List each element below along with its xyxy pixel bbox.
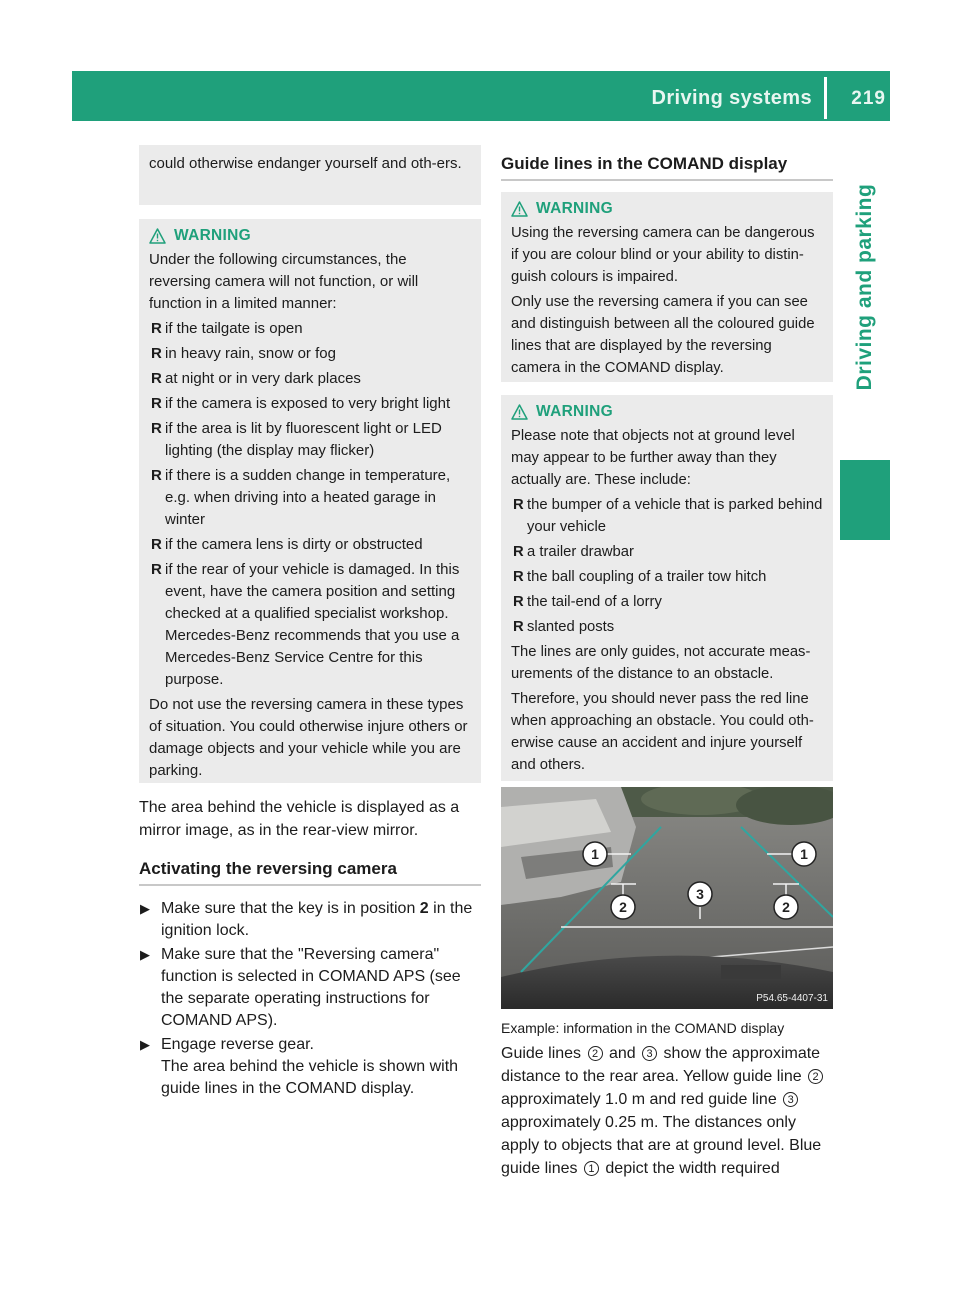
callout-2-right bbox=[774, 895, 798, 919]
list-item: R if the camera is exposed to very bright light bbox=[151, 395, 451, 412]
mirror-image-paragraph: The area behind the vehicle is displayed as a mirror image, as in the rear-view mirror. bbox=[139, 799, 460, 839]
warning-label: WARNING bbox=[536, 403, 614, 420]
warning-paragraph: Only use the reversing camera if you can see and distinguish between all the coloured guide lines that are displayed by the reversing camera in the COMAND display. bbox=[511, 294, 815, 376]
callout-2-left bbox=[611, 895, 635, 919]
warning-label: WARNING bbox=[174, 227, 252, 244]
warning-heading bbox=[511, 401, 823, 423]
warning-box-2 bbox=[501, 192, 833, 382]
step-arrow-icon: ▶ bbox=[140, 1037, 150, 1052]
chapter-side-tab bbox=[840, 122, 890, 452]
warning-heading bbox=[149, 225, 471, 247]
list-item: R if the camera lens is dirty or obstructed bbox=[151, 536, 423, 553]
list-item: R in heavy rain, snow or fog bbox=[151, 345, 336, 362]
list-item: R slanted posts bbox=[513, 619, 615, 635]
warning-triangle-icon bbox=[511, 201, 528, 217]
warning-triangle-icon bbox=[149, 228, 166, 244]
warning-outro: Do not use the reversing camera in these types of situation. You could otherwise injure others or damage objects and your vehicle while you are parking. bbox=[149, 696, 468, 779]
callout-label: 1 bbox=[591, 846, 599, 862]
list-item: R the bumper of a vehicle that is parked behind your vehicle bbox=[513, 497, 823, 535]
callout-ref: 1 bbox=[584, 1161, 599, 1176]
step-item bbox=[139, 944, 481, 1032]
warning-heading bbox=[511, 198, 823, 220]
step-text: Make sure that the "Reversing camera" function is selected in COMAND APS (see the separate operating instructions for COMAND APS). bbox=[161, 946, 461, 1029]
warning-label: WARNING bbox=[536, 200, 614, 217]
step-arrow-icon: ▶ bbox=[140, 901, 150, 916]
warning-intro: Please note that objects not at ground level may appear to be further away than they actually are. These include: bbox=[511, 428, 795, 488]
list-item: R if the rear of your vehicle is damaged. In this event, have the camera position and setting checked at a qualified specialist workshop. Mercedes-Benz recommends that you use a Mercedes-Benz Service Centre for this purpose. bbox=[151, 561, 460, 688]
key-position: 2 bbox=[419, 900, 429, 917]
camera-view-illustration bbox=[501, 787, 833, 1009]
warning-intro: Under the following circumstances, the reversing camera will not function, or will function in a limited manner: bbox=[149, 251, 419, 312]
right-column bbox=[501, 154, 833, 781]
warning-box-3 bbox=[501, 395, 833, 781]
callout-ref: 3 bbox=[642, 1046, 657, 1061]
list-item: R the ball coupling of a trailer tow hitch bbox=[513, 569, 767, 585]
warning-paragraph: Therefore, you should never pass the red line when approaching an obstacle. You could oth-erwise cause an accident and injure yourself and others. bbox=[511, 691, 814, 773]
warning-paragraph: The lines are only guides, not accurate meas-urements of the distance to an obstacle. bbox=[511, 644, 811, 682]
list-item: R if there is a sudden change in temperature, e.g. when driving into a heated garage in winter bbox=[151, 467, 451, 528]
callout-ref: 3 bbox=[783, 1092, 798, 1107]
continued-text: could otherwise endanger yourself and oth-ers. bbox=[149, 155, 462, 172]
list-item: R if the area is lit by fluorescent light or LED lighting (the display may flicker) bbox=[151, 420, 442, 459]
list-item: R a trailer drawbar bbox=[513, 544, 634, 560]
list-item: R if the tailgate is open bbox=[151, 320, 303, 337]
guide-lines-section-title: Guide lines in the COMAND display bbox=[501, 154, 833, 181]
step-result-text: The area behind the vehicle is shown with guide lines in the COMAND display. bbox=[161, 1058, 459, 1097]
callout-label: 2 bbox=[619, 899, 627, 915]
list-item: R at night or in very dark places bbox=[151, 370, 361, 387]
warning-box-1 bbox=[139, 219, 481, 783]
callout-label: 1 bbox=[800, 846, 808, 862]
guide-lines-description: Guide lines 2 and 3 show the approximate distance to the rear area. Yellow guide line 2 approximately 1.0 m and red guide line 3 approximately 0.25 m. The distances only apply to objects that are at ground level. Blue guide lines 1 depict the width required bbox=[501, 1045, 822, 1177]
chapter-marker-block bbox=[840, 460, 890, 540]
image-caption: Example: information in the COMAND display bbox=[501, 1020, 785, 1036]
callout-label: 3 bbox=[696, 886, 704, 902]
right-column-bottom bbox=[501, 1018, 833, 1180]
callout-ref: 2 bbox=[588, 1046, 603, 1061]
step-item bbox=[139, 898, 481, 942]
callout-1-left bbox=[583, 842, 607, 866]
warning-paragraph: Using the reversing camera can be dangerous if you are colour blind or your ability to distin-guish colours is impaired. bbox=[511, 225, 815, 285]
section-header-title: Driving systems bbox=[651, 87, 812, 109]
callout-ref: 2 bbox=[808, 1069, 823, 1084]
list-item: R the tail-end of a lorry bbox=[513, 594, 662, 610]
callout-label: 2 bbox=[782, 899, 790, 915]
continued-warning-box bbox=[139, 145, 481, 205]
warning-triangle-icon bbox=[511, 404, 528, 420]
warning-bullet-list bbox=[511, 494, 823, 638]
step-text: Engage reverse gear. bbox=[161, 1036, 314, 1053]
header-divider bbox=[824, 77, 827, 119]
steps-list bbox=[139, 898, 481, 1100]
activating-section-title: Activating the reversing camera bbox=[139, 859, 481, 886]
page-number: 219 bbox=[851, 88, 886, 109]
callout-3-center bbox=[688, 882, 712, 906]
warning-bullet-list bbox=[149, 318, 471, 691]
step-text: in the ignition lock. bbox=[161, 900, 473, 939]
step-item bbox=[139, 1034, 481, 1100]
chapter-label: Driving and parking bbox=[853, 183, 876, 391]
step-text: Make sure that the key is in position bbox=[161, 900, 420, 917]
left-column bbox=[139, 145, 481, 1102]
reversing-camera-image bbox=[501, 787, 833, 1009]
page-header bbox=[72, 71, 890, 121]
image-code: P54.65-4407-31 bbox=[756, 993, 828, 1004]
step-arrow-icon: ▶ bbox=[140, 947, 150, 962]
callout-1-right bbox=[792, 842, 816, 866]
